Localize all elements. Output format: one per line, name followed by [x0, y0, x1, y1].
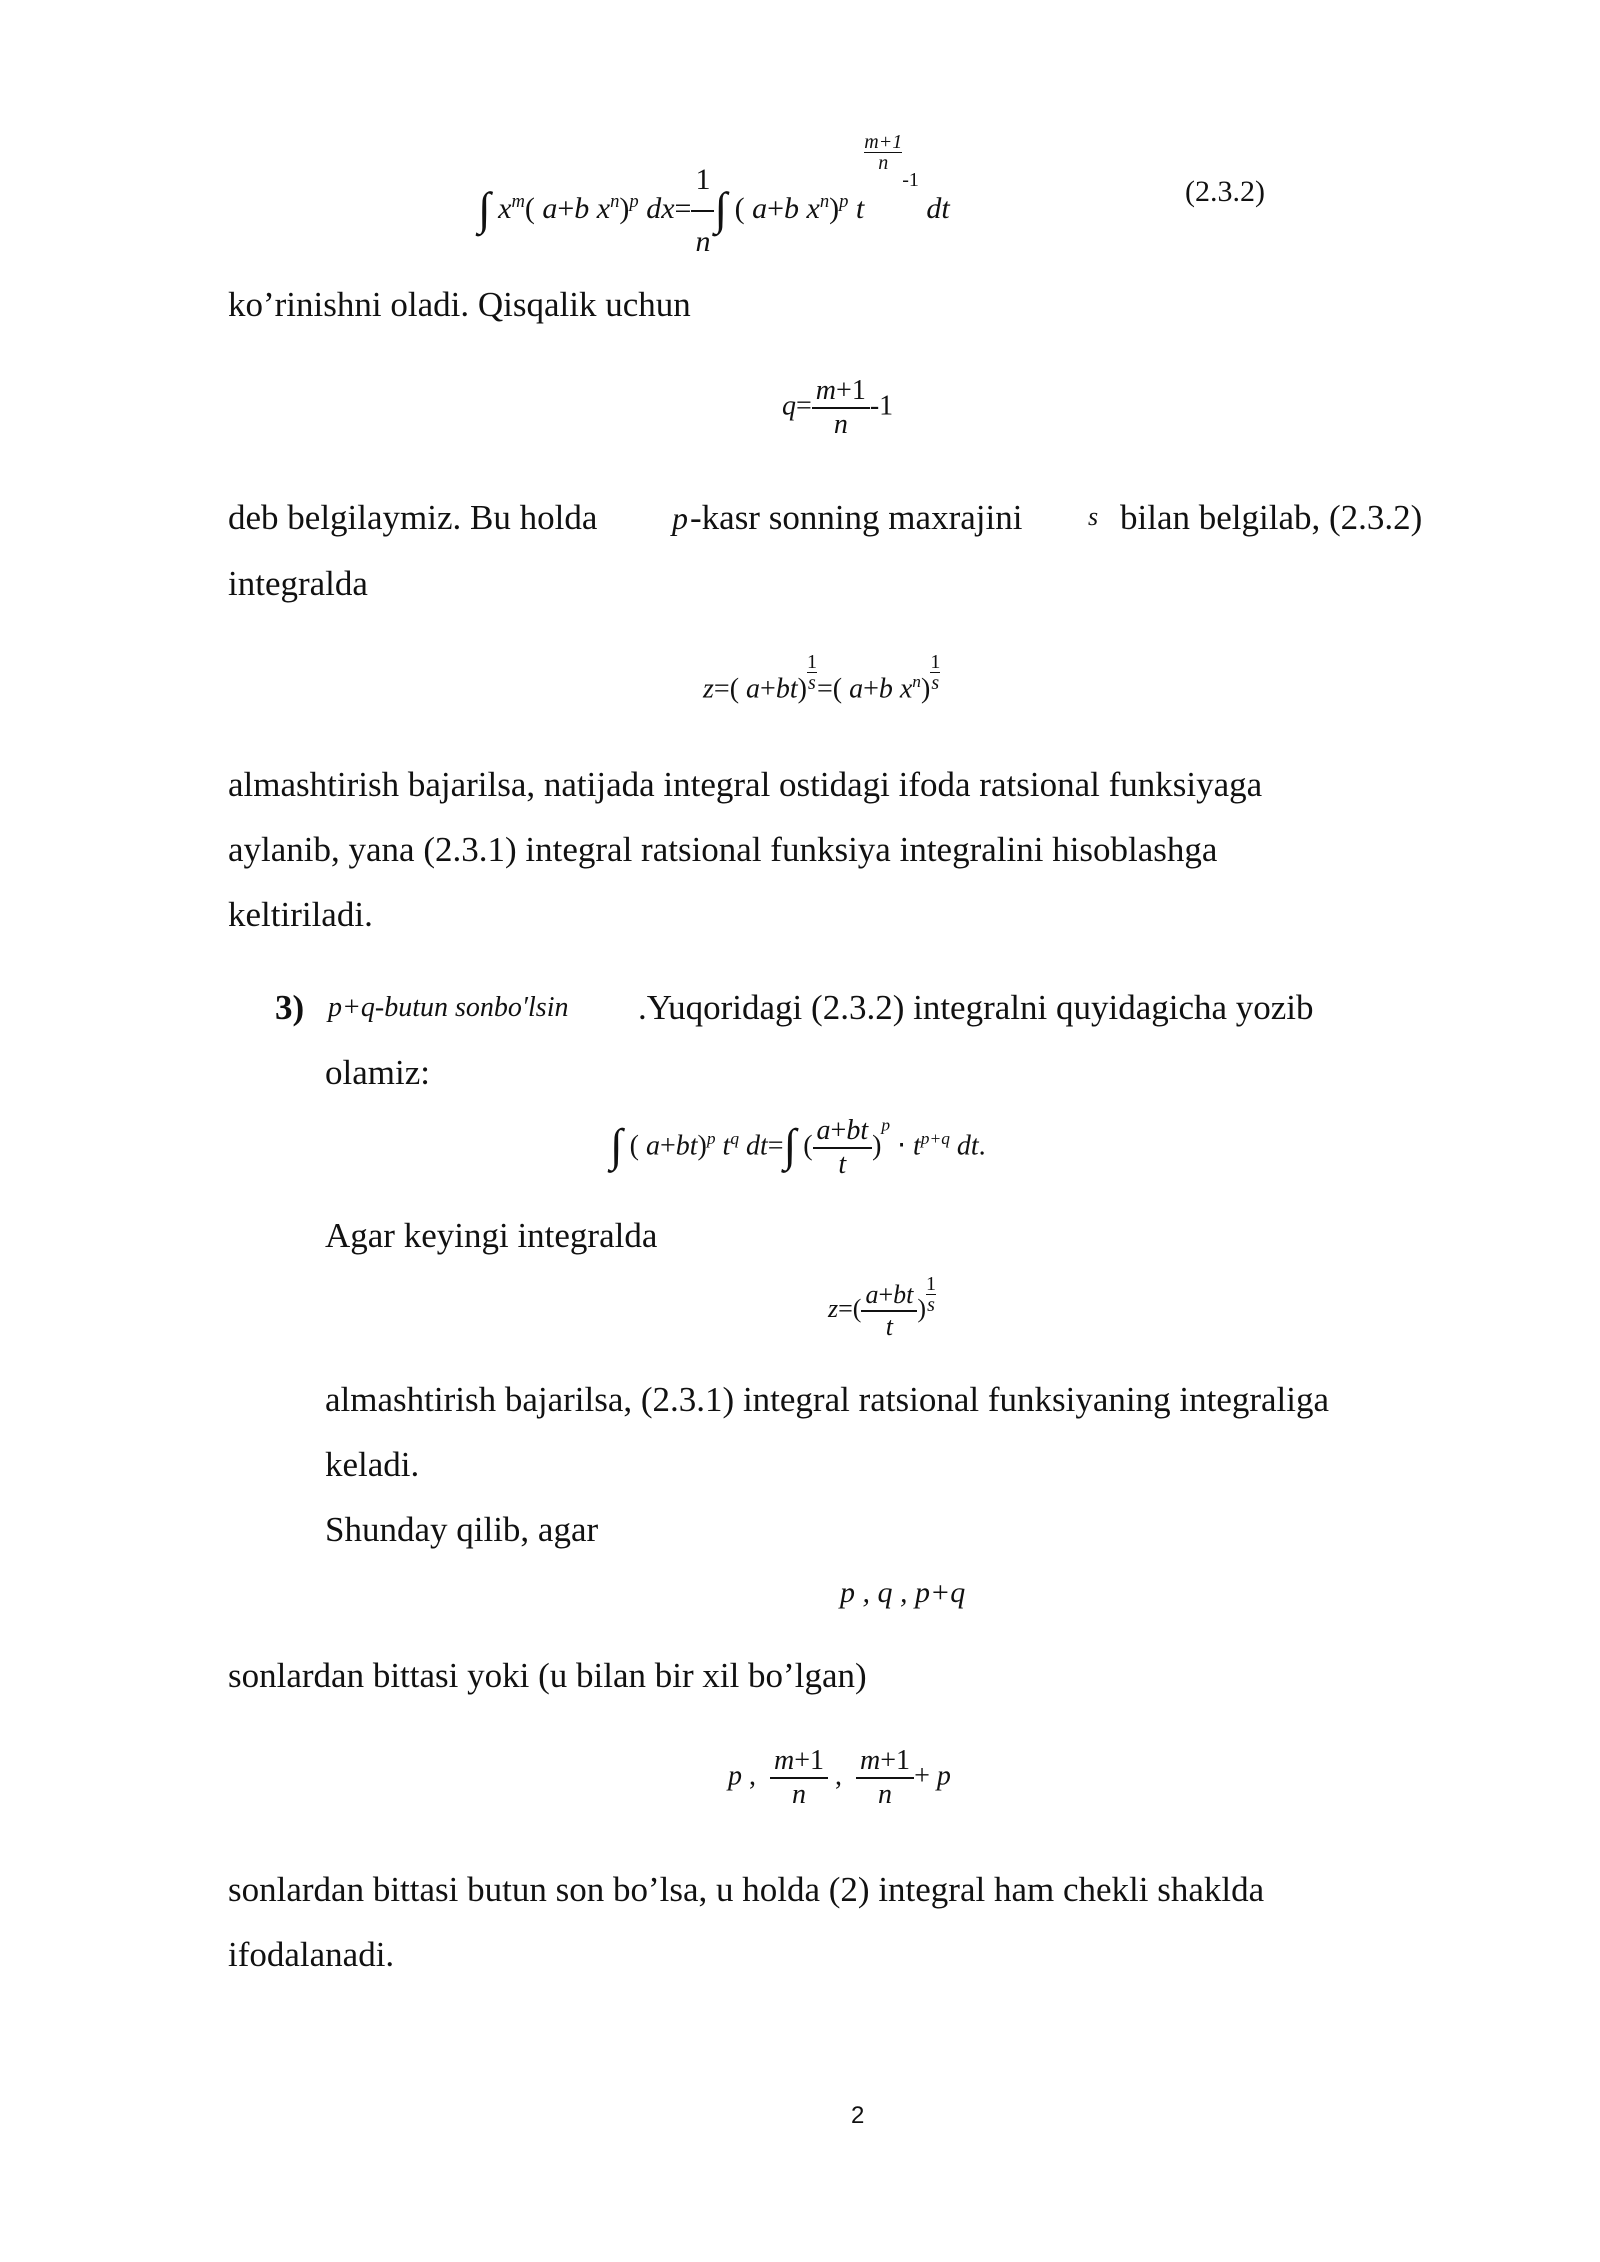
paragraph-3-line-2: aylanib, yana (2.3.1) integral ratsional funksiya integralini hisoblashga [228, 830, 1218, 869]
case-3-condition: p+q-butun sonbo′lsin [328, 992, 569, 1023]
paragraph-3-line-1: almashtirish bajarilsa, natijada integral ostidagi ifoda ratsional funksiyaga [228, 765, 1263, 804]
paragraph-6: Shunday qilib, agar [325, 1510, 599, 1549]
paragraph-8-line-2: ifodalanadi. [228, 1935, 395, 1974]
paragraph-5-line-1: almashtirish bajarilsa, (2.3.1) integral ratsional funksiyaning integraliga [325, 1380, 1330, 1419]
paragraph-3-line-3: keltiriladi. [228, 895, 373, 934]
paragraph-2-line-1a: deb belgilaymiz. Bu holda [228, 498, 598, 537]
equation-z-substitution-2: z=( $\frac{a+bt}{t}$ ) $\frac{1}{s}$ [828, 1273, 937, 1341]
equation-integral-rewrite: ∫ ( a+bt)$^p$ $t^q$ dt=∫ ( $\frac{a+bt}{t}$ )$^p \cdot t^{p+q}$ dt. [610, 1115, 986, 1180]
paragraph-2-line-1c: bilan belgilab, (2.3.2) [1120, 498, 1423, 537]
paragraph-5-line-2: keladi. [325, 1445, 420, 1484]
equation-q-definition: q= $\frac{m+1}{n}$ -1 [782, 375, 894, 440]
paragraph-4: Agar keyingi integralda [325, 1216, 658, 1255]
case-3-number: 3) [275, 988, 305, 1027]
paragraph-1: ko’rinishni oladi. Qisqalik uchun [228, 285, 691, 324]
equation-label: (2.3.2) [1185, 175, 1265, 208]
equation-z-substitution-1: z=( a+bt) $\frac{1}{s}$ =( a+b $x^n$) $\frac{1}{s}$ [703, 651, 941, 705]
page-number: 2 [851, 2102, 865, 2129]
case-3-text: .Yuqoridagi (2.3.2) integralni quyidagicha yozib [638, 988, 1314, 1027]
paragraph-7: sonlardan bittasi yoki (u bilan bir xil bo’lgan) [228, 1656, 867, 1695]
paragraph-8-line-1: sonlardan bittasi butun son bo’lsa, u holda (2) integral ham chekli shaklda [228, 1870, 1265, 1909]
list-p-q-pq: p , q , p+q [840, 1576, 966, 1609]
equation-list-fractions: p , $\frac{m+1}{n}$ , $\frac{m+1}{n}$ + p [728, 1745, 951, 1810]
variable-p: p [672, 500, 688, 536]
case-3-line-2: olamiz: [325, 1053, 430, 1092]
equation-2-3-2: ∫ $x^m$( a+b $x^n)^p$ dx= $\frac{1}{n}$ ∫ ( a+b $x^n)^p$ t $\frac{m+1}{n}$ $^{-1}$ dt [478, 150, 950, 272]
variable-s: s [1088, 502, 1099, 531]
paragraph-2-line-2: integralda [228, 564, 368, 603]
paragraph-2-line-1b: -kasr sonning maxrajini [690, 498, 1023, 537]
